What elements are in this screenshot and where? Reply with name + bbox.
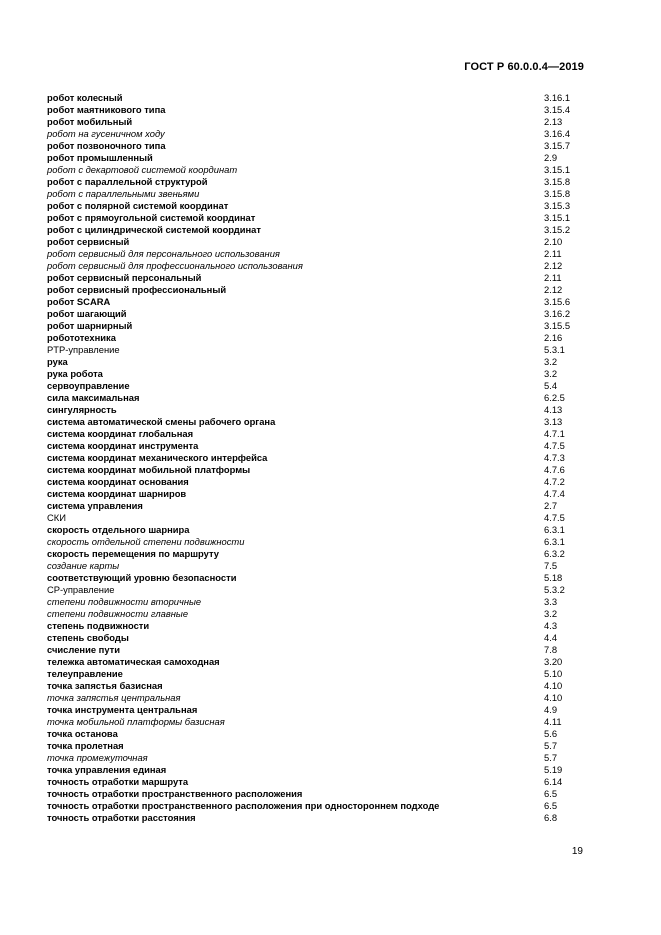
index-reference: 4.9 [544,704,558,715]
index-reference: 3.15.5 [544,320,571,331]
index-reference: 4.7.2 [544,476,565,487]
index-reference: 3.15.3 [544,200,571,211]
index-entry [47,512,592,524]
index-reference: 4.3 [544,620,558,631]
index-term: точка управления единая [47,764,167,775]
index-entry [47,488,592,500]
index-term: робот шагающий [47,308,127,319]
index-entry [47,548,592,560]
index-term: система координат механического интерфейса [47,452,268,463]
index-reference: 3.15.1 [544,164,571,175]
index-term: робот шарнирный [47,320,133,331]
index-term: робототехника [47,332,116,343]
index-term: робот позвоночного типа [47,140,166,151]
index-entry [47,584,592,596]
index-term: счисление пути [47,644,121,655]
index-entry [47,728,592,740]
index-reference: 3.2 [544,356,558,367]
index-reference: 4.7.5 [544,512,565,523]
index-term: робот мобильный [47,116,133,127]
index-entry [47,332,592,344]
index-term: PTP-управление [47,344,120,355]
index-term: робот промышленный [47,152,153,163]
index-entry [47,308,592,320]
index-entry [47,380,592,392]
index-entry [47,176,592,188]
index-entry [47,368,592,380]
index-reference: 7.5 [544,560,558,571]
index-entry [47,320,592,332]
index-entry [47,692,592,704]
index-term: система координат основания [47,476,189,487]
index-entry [47,560,592,572]
index-reference: 3.15.8 [544,188,571,199]
index-reference: 3.16.2 [544,308,571,319]
index-entry [47,188,592,200]
index-term: робот маятникового типа [47,104,166,115]
index-entry [47,608,592,620]
index-reference: 4.7.1 [544,428,565,439]
index-reference: 5.3.2 [544,584,565,595]
index-entry [47,800,592,812]
index-term: система автоматической смены рабочего органа [47,416,276,427]
index-term: робот с цилиндрической системой координат [47,224,261,235]
index-entry [47,392,592,404]
index-reference: 2.12 [544,260,563,271]
index-entry [47,620,592,632]
index-reference: 3.3 [544,596,558,607]
index-term: степени подвижности главные [47,608,189,619]
index-reference: 6.3.2 [544,548,565,559]
index-reference: 4.4 [544,632,558,643]
index-reference: 3.15.2 [544,224,571,235]
index-reference: 2.11 [544,248,562,259]
index-term: точность отработки пространственного расположения при одностороннем подходе [47,800,440,811]
index-reference: 2.9 [544,152,558,163]
index-entry [47,476,592,488]
index-reference: 5.18 [544,572,563,583]
index-reference: 4.7.3 [544,452,565,463]
index-reference: 4.7.6 [544,464,565,475]
index-term: система управления [47,500,143,511]
index-reference: 5.10 [544,668,563,679]
index-term: скорость отдельного шарнира [47,524,190,535]
index-reference: 5.3.1 [544,344,565,355]
index-term: соответствующий уровню безопасности [47,572,237,583]
index-entry [47,752,592,764]
index-reference: 4.7.4 [544,488,565,499]
index-term: точка запястья центральная [47,692,181,703]
index-entry [47,644,592,656]
index-entry [47,260,592,272]
index-term: система координат мобильной платформы [47,464,251,475]
index-term: рука робота [47,368,103,379]
index-reference: 2.10 [544,236,563,247]
index-reference: 3.2 [544,608,558,619]
index-entry [47,536,592,548]
index-entry [47,128,592,140]
index-entry [47,572,592,584]
index-entry [47,356,592,368]
index-term: робот на гусеничном ходу [47,128,165,139]
index-term: степени подвижности вторичные [47,596,202,607]
index-term: CP-управление [47,584,115,595]
index-reference: 2.11 [544,272,562,283]
index-term: робот с параллельной структурой [47,176,208,187]
index-term: сингулярность [47,404,117,415]
index-reference: 3.16.1 [544,92,571,103]
index-reference: 5.6 [544,728,558,739]
index-reference: 6.2.5 [544,392,565,403]
index-reference: 7.8 [544,644,558,655]
index-entry [47,740,592,752]
index-term: скорость перемещения по маршруту [47,548,220,559]
index-reference: 5.7 [544,752,558,763]
index-entry [47,764,592,776]
index-reference: 6.5 [544,800,558,811]
index-term: система координат шарниров [47,488,187,499]
index-term: робот сервисный для профессионального использования [47,260,303,271]
index-entry [47,428,592,440]
index-term: система координат инструмента [47,440,199,451]
index-entry [47,524,592,536]
index-reference: 2.7 [544,500,558,511]
index-entry [47,248,592,260]
index-reference: 4.7.5 [544,440,565,451]
index-term: степень подвижности [47,620,150,631]
index-term: точка мобильной платформы базисная [47,716,225,727]
index-reference: 6.14 [544,776,563,787]
index-term: точка останова [47,728,118,739]
index-entry [47,140,592,152]
index-term: точность отработки маршрута [47,776,189,787]
index-term: скорость отдельной степени подвижности [47,536,245,547]
index-entry [47,668,592,680]
index-entry [47,452,592,464]
index-term: точка запястья базисная [47,680,163,691]
index-term: создание карты [47,560,120,571]
index-entry [47,716,592,728]
index-entry [47,296,592,308]
index-term: точность отработки пространственного расположения [47,788,303,799]
index-term: точка инструмента центральная [47,704,198,715]
index-reference: 6.8 [544,812,558,823]
index-term: точность отработки расстояния [47,812,196,823]
index-entry [47,680,592,692]
index-entry [47,344,592,356]
page-number: 19 [571,846,583,857]
index-term: точка промежуточная [47,752,148,763]
index-term: система координат глобальная [47,428,194,439]
index-reference: 3.15.8 [544,176,571,187]
index-term: робот с параллельными звеньями [47,188,200,199]
index-entry [47,236,592,248]
index-entry [47,212,592,224]
index-term: сила максимальная [47,392,140,403]
index-reference: 3.15.1 [544,212,571,223]
index-term: точка пролетная [47,740,124,751]
index-reference: 3.2 [544,368,558,379]
index-reference: 3.15.6 [544,296,571,307]
index-reference: 4.13 [544,404,563,415]
index-entry [47,464,592,476]
index-term: робот сервисный профессиональный [47,284,227,295]
index-entry [47,404,592,416]
index-entry [47,704,592,716]
index-entry [47,788,592,800]
index-term: робот сервисный для персонального использования [47,248,280,259]
index-entry [47,812,592,824]
index-entry [47,164,592,176]
index-entry [47,656,592,668]
index-entry [47,200,592,212]
index-term: робот SCARA [47,296,111,307]
index-reference: 4.10 [544,680,563,691]
term-index [47,92,592,824]
index-entry [47,440,592,452]
index-entry [47,152,592,164]
index-entry [47,224,592,236]
index-reference: 5.19 [544,764,563,775]
index-entry [47,284,592,296]
index-term: сервоуправление [47,380,130,391]
index-term: тележка автоматическая самоходная [47,656,220,667]
index-reference: 5.4 [544,380,558,391]
index-entry [47,632,592,644]
index-reference: 2.16 [544,332,563,343]
index-entry [47,116,592,128]
index-reference: 6.5 [544,788,558,799]
index-entry [47,272,592,284]
index-term: робот с декартовой системой координат [47,164,238,175]
index-reference: 3.15.4 [544,104,571,115]
index-term: СКИ [47,512,66,523]
index-reference: 2.12 [544,284,563,295]
index-reference: 2.13 [544,116,563,127]
index-entry [47,416,592,428]
index-reference: 6.3.1 [544,536,565,547]
index-reference: 5.7 [544,740,558,751]
index-term: степень свободы [47,632,129,643]
index-entry [47,500,592,512]
index-entry [47,596,592,608]
index-term: робот сервисный персональный [47,272,202,283]
index-entry [47,104,592,116]
index-term: робот с полярной системой координат [47,200,229,211]
index-entry [47,776,592,788]
index-term: рука [47,356,68,367]
standard-designation: ГОСТ Р 60.0.0.4—2019 [464,61,584,73]
index-entry [47,92,592,104]
index-reference: 3.16.4 [544,128,571,139]
index-reference: 3.13 [544,416,563,427]
index-term: робот колесный [47,92,123,103]
index-reference: 6.3.1 [544,524,565,535]
index-reference: 4.11 [544,716,562,727]
index-term: телеуправление [47,668,123,679]
index-term: робот сервисный [47,236,130,247]
index-term: робот с прямоугольной системой координат [47,212,256,223]
index-reference: 3.20 [544,656,563,667]
index-reference: 3.15.7 [544,140,571,151]
index-reference: 4.10 [544,692,563,703]
